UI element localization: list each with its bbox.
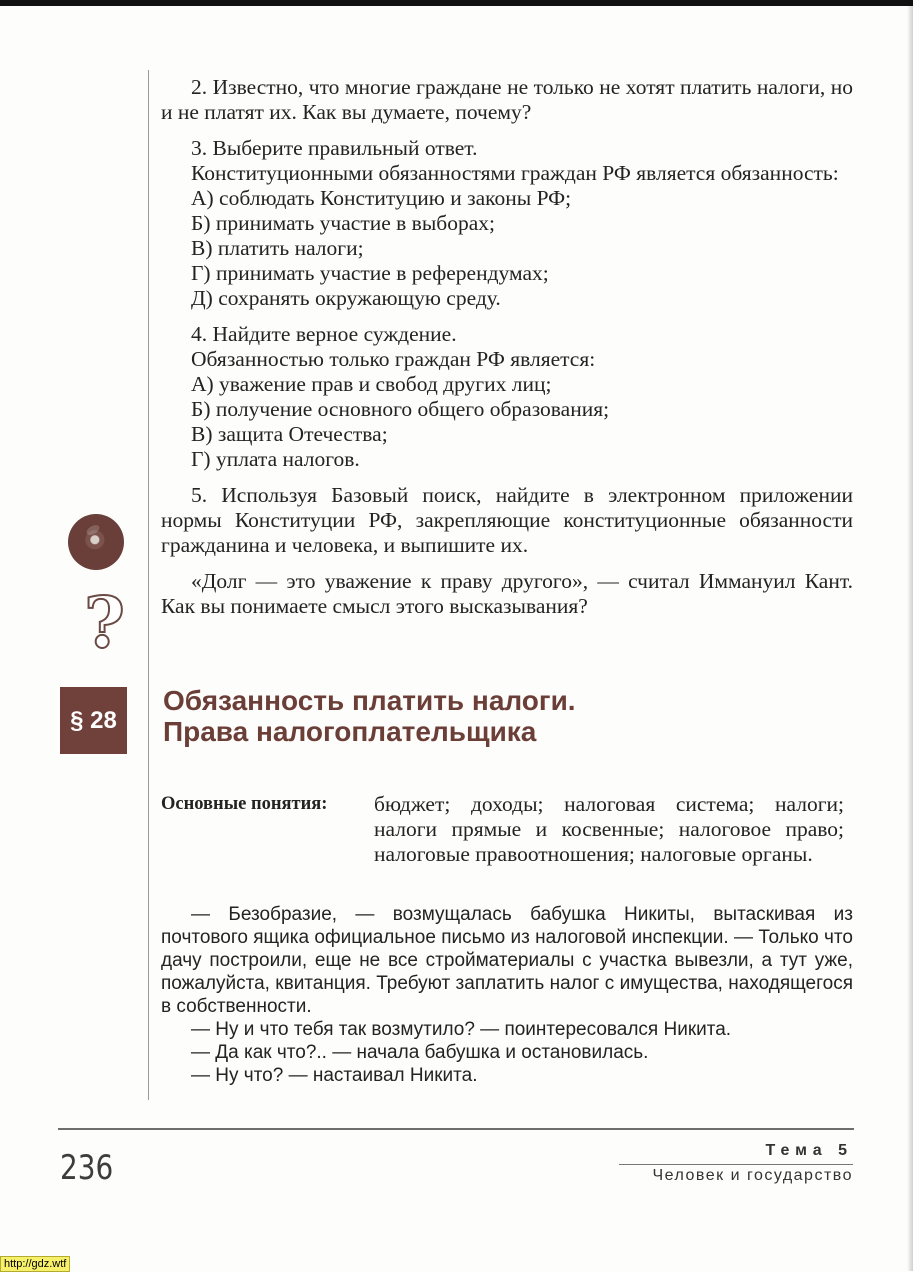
section-title [163, 685, 853, 747]
task-3 [161, 136, 853, 311]
watermark-link[interactable]: http://gdz.wtf [0, 1256, 70, 1272]
margin-rule [148, 70, 149, 1100]
key-concepts [161, 792, 853, 867]
task-3-option: Б) принимать участие в выборах; [191, 211, 495, 235]
task-4 [161, 322, 853, 472]
scan-right-shadow [907, 0, 913, 1271]
kant-quote: «Долг — это уважение к праву другого», — считал Иммануил Кант. Как вы понимаете смысл этого высказывания? [161, 569, 853, 618]
task-3-option: А) соблюдать Конституцию и законы РФ; [191, 186, 572, 210]
task-4-option: Г) уплата налогов. [191, 447, 360, 471]
section-title-line-2: Права налогоплательщика [163, 716, 537, 747]
scan-top-edge [0, 0, 913, 6]
section-title-line-1: Обязанность платить налоги. [163, 685, 576, 716]
story-paragraph: — Да как что?.. — начала бабушка и остановилась. [191, 1042, 649, 1063]
task-4-title: 4. Найдите верное суждение. [191, 322, 457, 346]
task-4-option: А) уважение прав и свобод других лиц; [191, 372, 552, 396]
key-concepts-text: бюджет; доходы; налоговая система; налоги; налоги прямые и косвенные; налоговое право; налоговые правоотношения; налоговые органы. [374, 792, 844, 866]
story-paragraph: — Ну что? — настаивал Никита. [191, 1065, 478, 1086]
tasks-block [161, 75, 853, 630]
topic-rule [619, 1164, 853, 1165]
key-concepts-label: Основные понятия: [161, 794, 328, 814]
footer-rule [58, 1128, 854, 1130]
disc-icon [68, 514, 124, 570]
task-3-option: В) платить налоги; [191, 236, 364, 260]
task-4-question: Обязанностью только граждан РФ является: [191, 347, 596, 371]
task-3-question: Конституционными обязанностями граждан РФ является обязанность: [191, 161, 839, 185]
story-paragraph: — Ну и что тебя так возмутило? — поинтересовался Никита. [191, 1019, 732, 1040]
section-badge: § 28 [60, 687, 127, 754]
task-4-option: В) защита Отечества; [191, 422, 388, 446]
topic-number: Тема 5 [765, 1142, 853, 1159]
task-3-option: Д) сохранять окружающую среду. [191, 286, 501, 310]
task-3-option: Г) принимать участие в референдумах; [191, 261, 549, 285]
topic-name: Человек и государство [652, 1167, 853, 1184]
story-paragraph: — Безобразие, — возмущалась бабушка Никиты, вытаскивая из почтового ящика официальное письмо из налоговой инспекции. — Только что дачу построили, еще не все стройматериалы с участка вывезли, а тут уже, пожалуйста, квитанция. Требуют заплатить налог с имущества, находящегося в собственности. [161, 904, 853, 1017]
task-5: 5. Используя Базовый поиск, найдите в электронном приложении нормы Конституции РФ, закрепляющие конституционные обязанности гражданина и человека, и выпишите их. [161, 483, 853, 557]
task-3-title: 3. Выберите правильный ответ. [191, 136, 478, 160]
page-number: 236 [60, 1148, 114, 1188]
question-icon: ? [84, 581, 126, 664]
task-4-option: Б) получение основного общего образования; [191, 397, 610, 421]
task-2: 2. Известно, что многие граждане не только не хотят платить налоги, но и не платят их. Как вы думаете, почему? [161, 75, 853, 124]
story-text [161, 903, 853, 1087]
